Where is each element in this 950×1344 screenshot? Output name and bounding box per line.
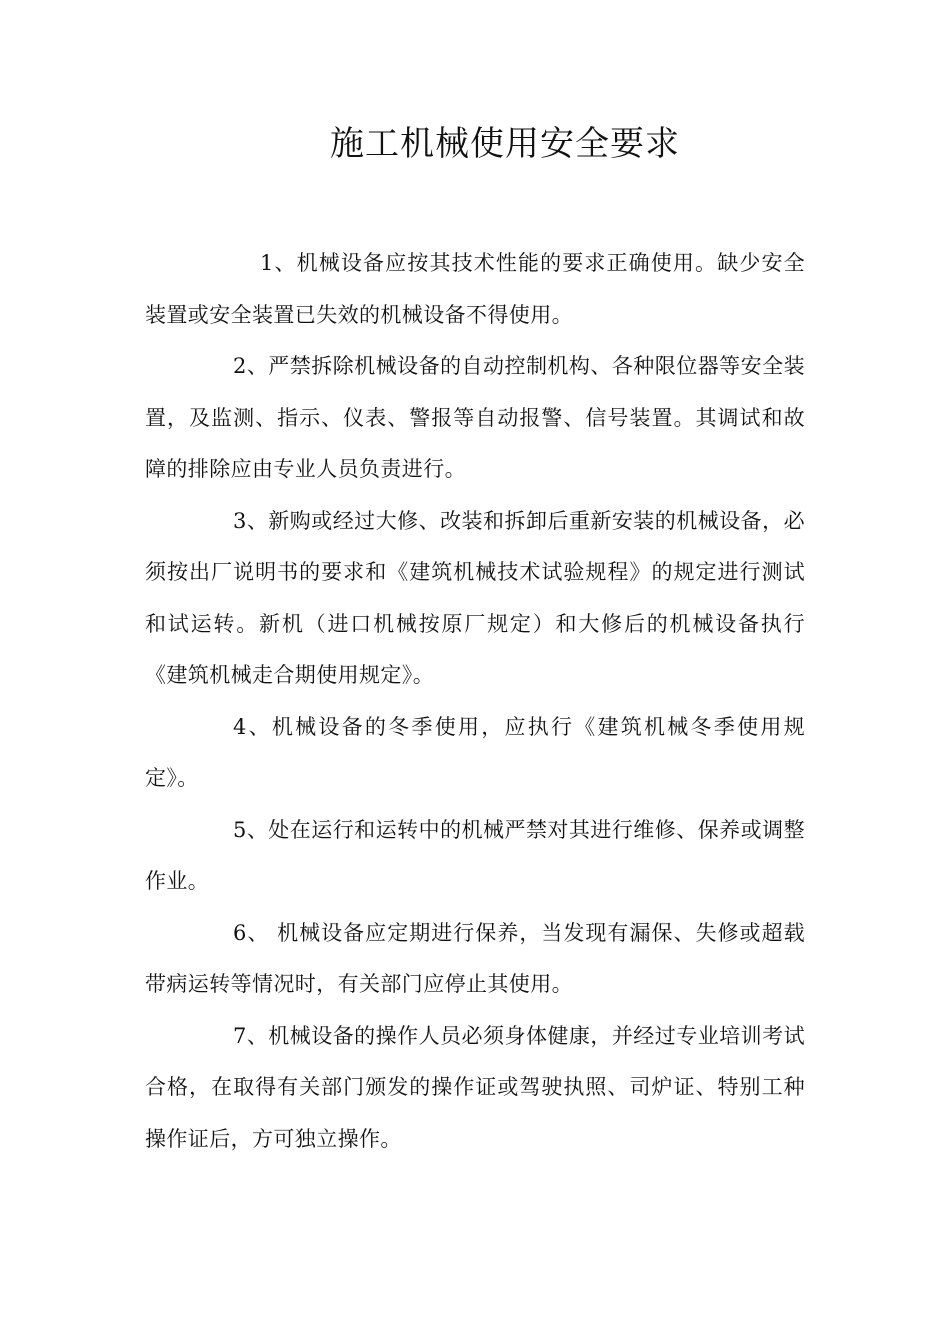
paragraph-4: 4、机械设备的冬季使用，应执行《建筑机械冬季使用规定》。: [145, 714, 805, 790]
paragraph-3: 3、新购或经过大修、改装和拆卸后重新安装的机械设备，必须按出厂说明书的要求和《建筑机械技术试验规程》的规定进行测试和试运转。新机（进口机械按原厂规定）和大修后的机械设备执行《建筑机械走合期使用规定》。: [145, 508, 805, 687]
paragraph-6: 6、 机械设备应定期进行保养，当发现有漏保、失修或超载带病运转等情况时，有关部门应停止其使用。: [145, 920, 805, 996]
document-body: [145, 238, 805, 1165]
paragraph-7: 7、机械设备的操作人员必须身体健康，并经过专业培训考试合格，在取得有关部门颁发的操作证或驾驶执照、司炉证、特别工种操作证后，方可独立操作。: [145, 1023, 805, 1151]
document-title: 施工机械使用安全要求: [330, 124, 680, 164]
paragraph-5: 5、处在运行和运转中的机械严禁对其进行维修、保养或调整作业。: [145, 817, 805, 893]
paragraph-1: 1、机械设备应按其技术性能的要求正确使用。缺少安全装置或安全装置已失效的机械设备不得使用。: [145, 251, 805, 327]
paragraph-2: 2、严禁拆除机械设备的自动控制机构、各种限位器等安全装置，及监测、指示、仪表、警报等自动报警、信号装置。其调试和故障的排除应由专业人员负责进行。: [145, 354, 805, 481]
